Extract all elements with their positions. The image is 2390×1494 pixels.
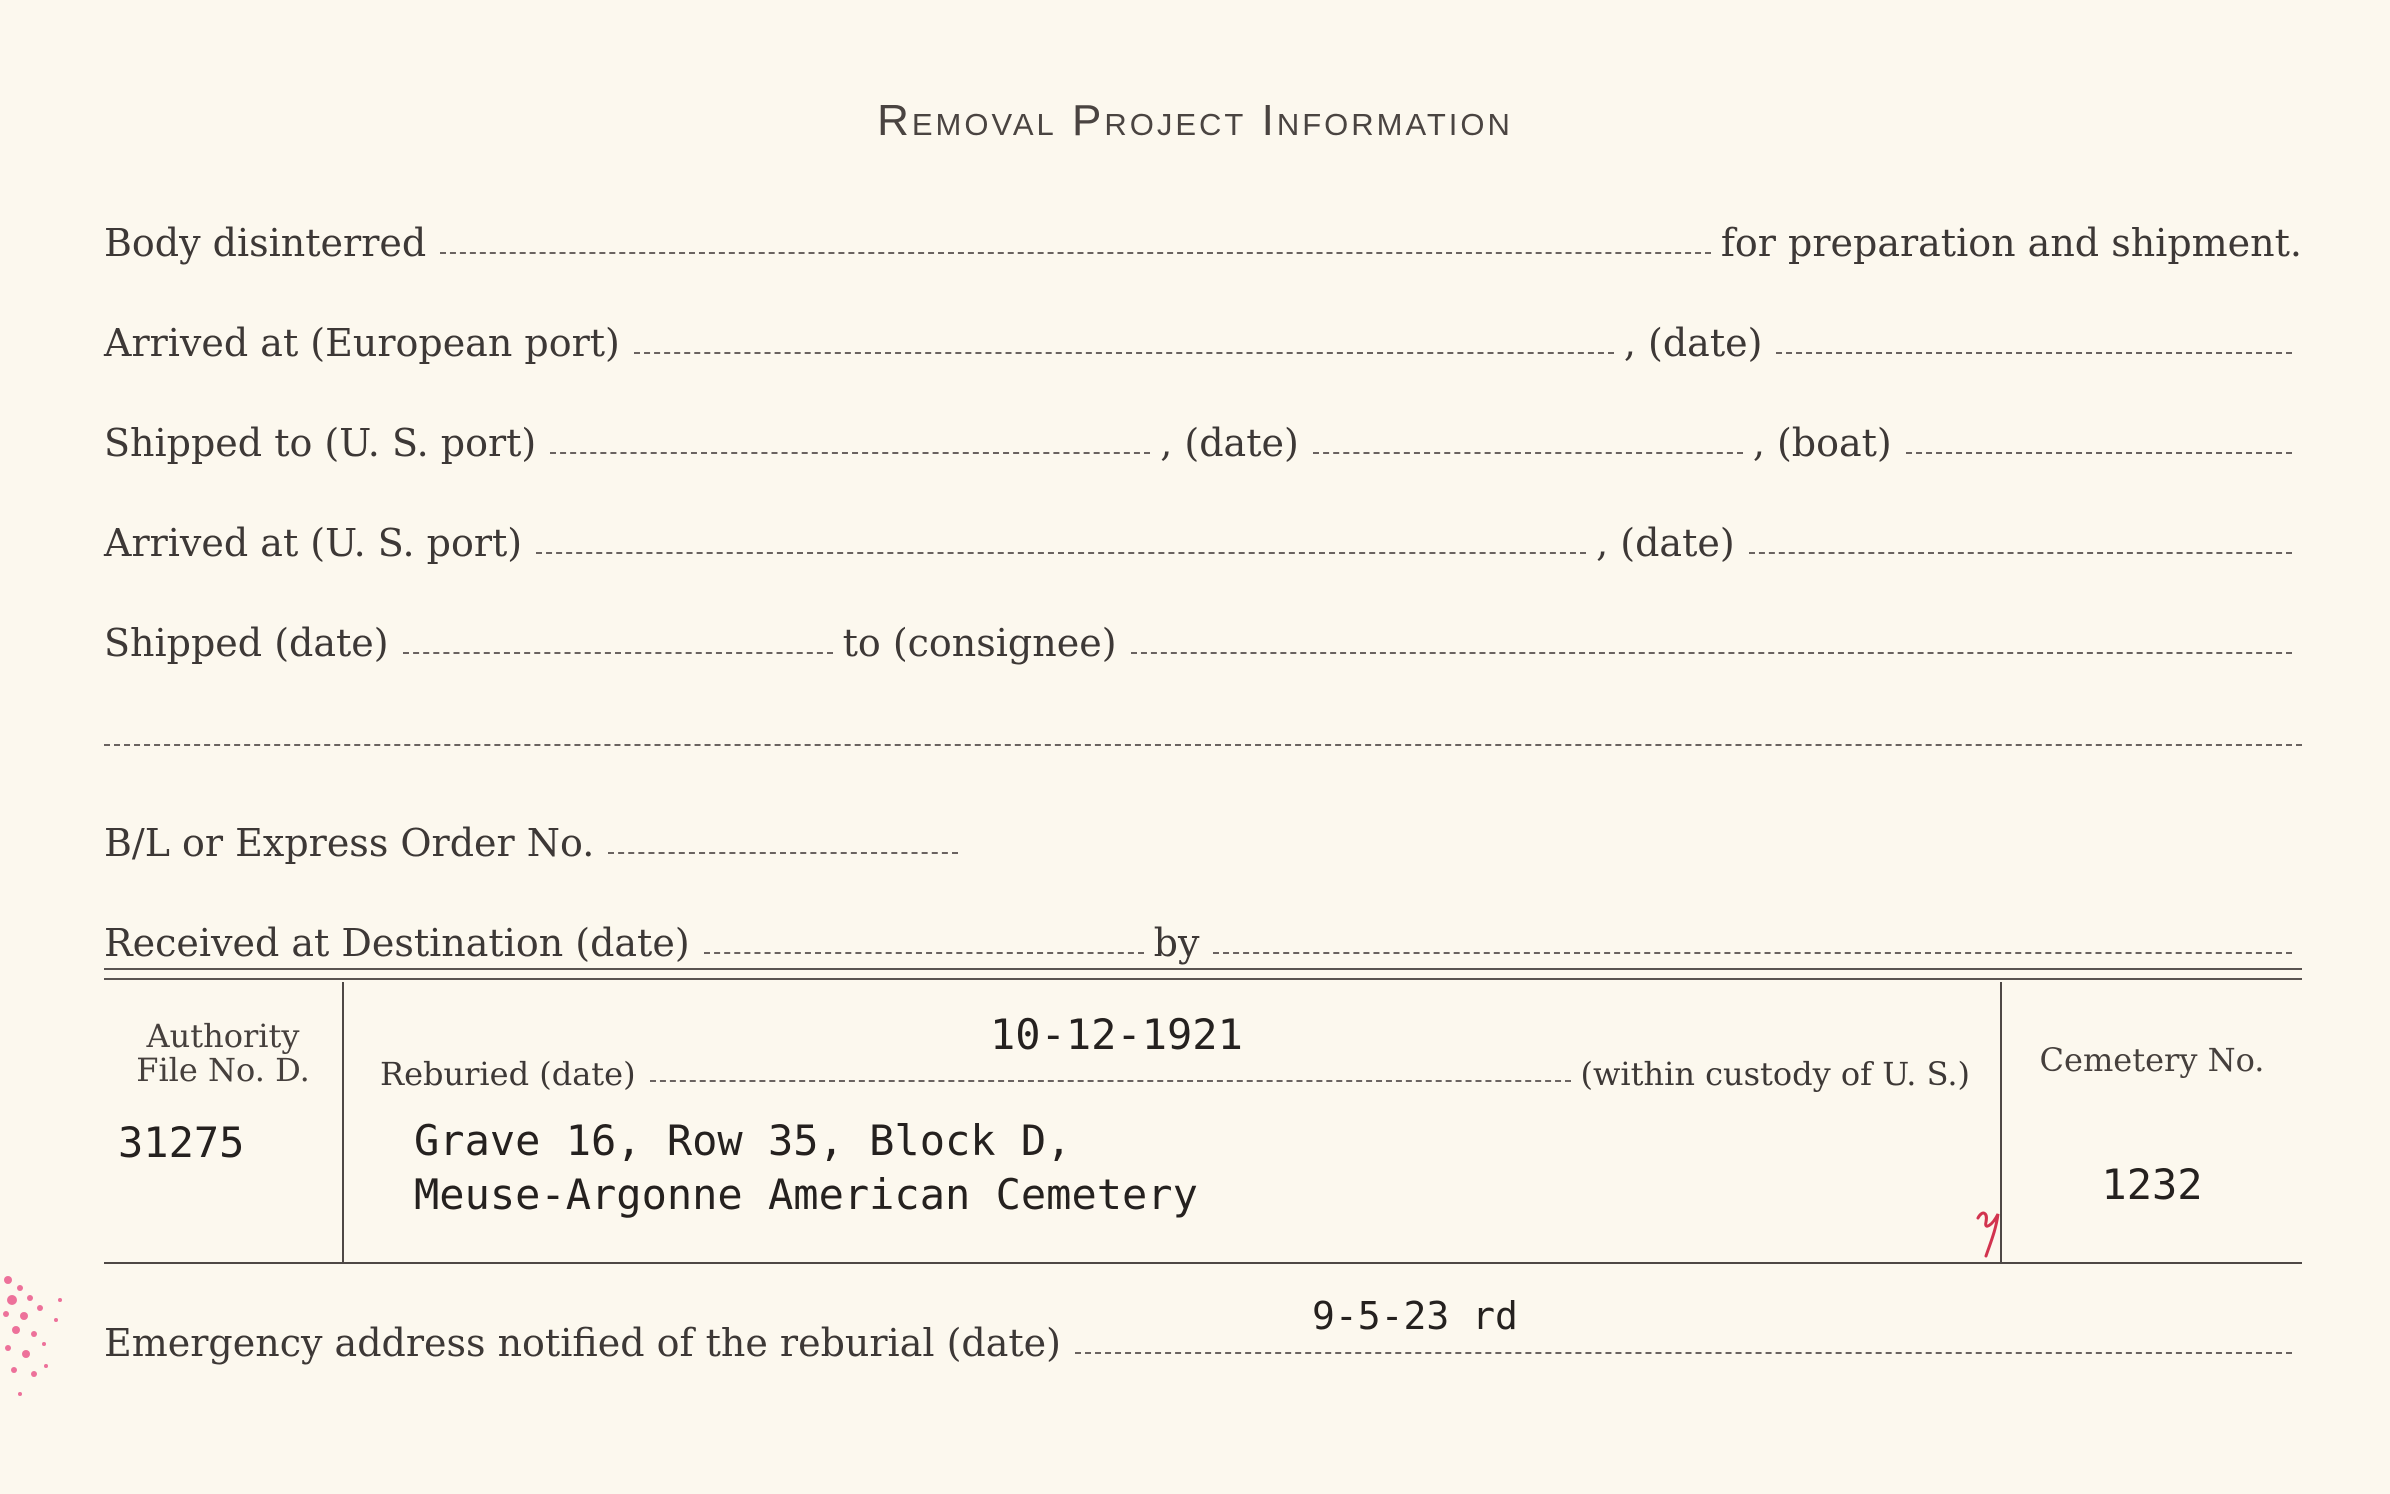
reburied-date: 10-12-1921 xyxy=(990,1010,1243,1059)
arrived-european-port-field xyxy=(634,352,1614,354)
red-check-mark-icon xyxy=(1972,1200,2012,1260)
shipped-us-boat-field xyxy=(1906,452,2292,454)
emergency-notified-date: 9-5-23 rd xyxy=(1312,1294,1518,1338)
card-title: Removal Project Information xyxy=(877,96,1513,145)
consignee-continuation-field xyxy=(104,744,2302,746)
emergency-date-field xyxy=(1075,1352,2292,1354)
table-top-double-rule xyxy=(104,968,2302,980)
pink-stamp-fragment-icon xyxy=(0,1270,90,1430)
shipped-consignee-field xyxy=(1131,652,2292,654)
shipped-us-date-field xyxy=(1313,452,1743,454)
table-divider-left xyxy=(342,982,344,1262)
body-disinterred-field xyxy=(440,252,1711,254)
arrived-us-label: Arrived at (U. S. port) xyxy=(104,521,523,565)
arrived-us-port-field xyxy=(536,552,1586,554)
shipped-us-port-field xyxy=(550,452,1150,454)
arrived-us-date-field xyxy=(1749,552,2292,554)
bl-order-label: B/L or Express Order No. xyxy=(104,821,595,865)
row-shipped-date xyxy=(104,612,2302,665)
row-arrived-us xyxy=(104,512,2302,565)
reburied-date-field xyxy=(650,1080,1571,1082)
body-disinterred-suffix: for preparation and shipment. xyxy=(1720,221,2302,265)
row-body-disinterred xyxy=(104,212,2302,265)
authority-label xyxy=(104,1017,342,1089)
arrived-european-date-field xyxy=(1776,352,2292,354)
shipped-us-boat-label: , (boat) xyxy=(1752,421,1892,465)
row-arrived-european xyxy=(104,312,2302,365)
cemetery-label: Cemetery No. xyxy=(2039,1041,2265,1079)
arrived-european-date-label: , (date) xyxy=(1623,321,1763,365)
shipped-us-label: Shipped to (U. S. port) xyxy=(104,421,537,465)
cemetery-number: 1232 xyxy=(2101,1160,2203,1209)
shipped-us-date-label: , (date) xyxy=(1160,421,1299,465)
arrived-us-date-label: , (date) xyxy=(1596,521,1735,565)
shipped-date-label: Shipped (date) xyxy=(104,621,389,665)
custody-label: (within custody of U. S.) xyxy=(1580,1055,1970,1093)
row-shipped-us xyxy=(104,412,2302,465)
row-reburied xyxy=(380,1040,1970,1093)
bl-order-field xyxy=(608,852,958,854)
row-emergency xyxy=(104,1312,2302,1365)
arrived-european-label: Arrived at (European port) xyxy=(104,321,620,365)
authority-label-line2: File No. D. xyxy=(136,1050,310,1089)
reburied-label: Reburied (date) xyxy=(380,1055,636,1093)
row-received xyxy=(104,912,2302,965)
authority-file-number: 31275 xyxy=(118,1118,245,1167)
body-disinterred-label: Body disinterred xyxy=(104,221,427,265)
shipped-consignee-label: to (consignee) xyxy=(842,621,1117,665)
table-bottom-rule xyxy=(104,1262,2302,1264)
location-line-2: Meuse-Argonne American Cemetery xyxy=(414,1170,1198,1219)
authority-label-line1: Authority xyxy=(146,1017,300,1055)
row-bl-order xyxy=(104,812,1004,865)
received-by-field xyxy=(1213,952,2292,954)
emergency-label: Emergency address notified of the reburial (date) xyxy=(104,1321,1061,1365)
received-label: Received at Destination (date) xyxy=(104,921,690,965)
shipped-date-field xyxy=(403,652,833,654)
received-date-field xyxy=(704,952,1144,954)
location-line-1: Grave 16, Row 35, Block D, xyxy=(414,1116,1072,1165)
received-by-label: by xyxy=(1153,921,1200,965)
